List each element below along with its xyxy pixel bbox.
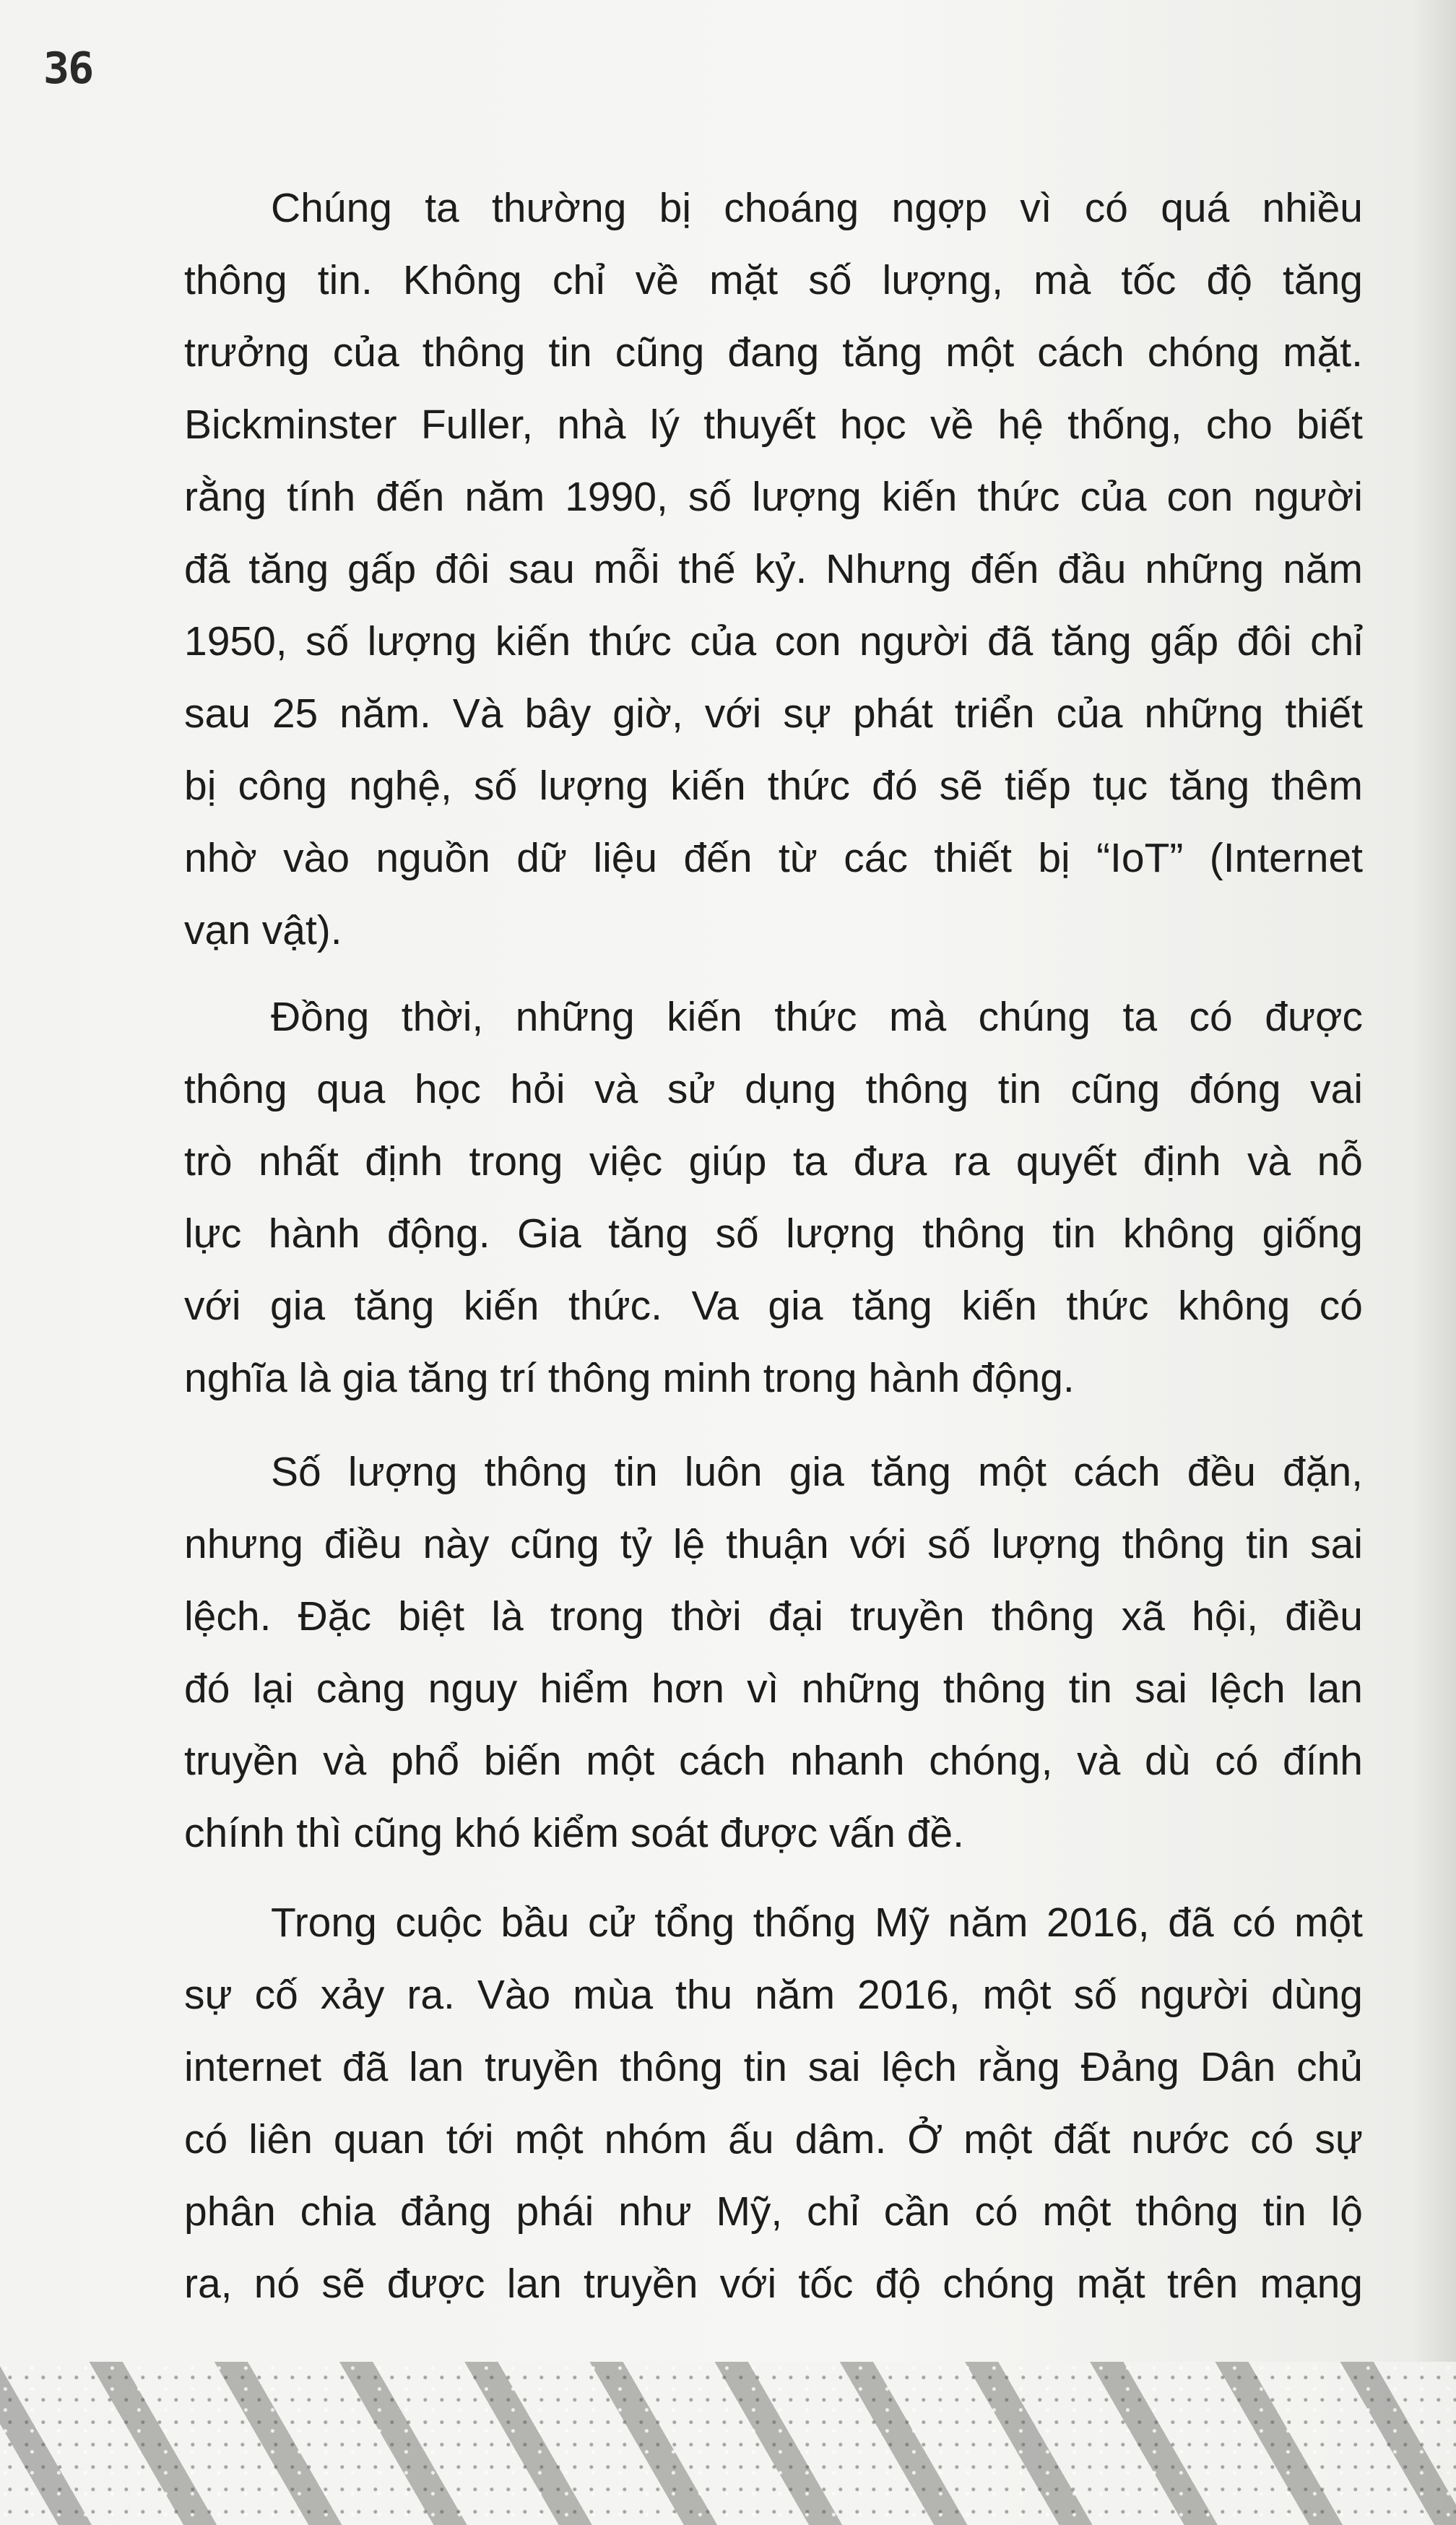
text-line: có liên quan tới một nhóm ấu dâm. Ở một đất nước có sự (184, 2116, 1363, 2162)
text-line: nhờ vào nguồn dữ liệu đến từ các thiết bị “IoT” (Internet (184, 835, 1363, 881)
text-line: 1950, số lượng kiến thức của con người đã tăng gấp đôi chỉ (184, 618, 1363, 664)
paragraph-1 (184, 172, 1363, 966)
decorative-footer-pattern (0, 2362, 1456, 2525)
text-line: trưởng của thông tin cũng đang tăng một cách chóng mặt. (184, 329, 1363, 376)
text-line: nghĩa là gia tăng trí thông minh trong hành động. (184, 1355, 1075, 1401)
text-line: rằng tính đến năm 1990, số lượng kiến thức của con người (184, 474, 1363, 520)
text-line: phân chia đảng phái như Mỹ, chỉ cần có một thông tin lộ (184, 2188, 1363, 2235)
paragraph-4 (184, 1887, 1363, 2320)
text-line: lực hành động. Gia tăng số lượng thông tin không giống (184, 1210, 1363, 1257)
text-line: đó lại càng nguy hiểm hơn vì những thông tin sai lệch lan (184, 1666, 1363, 1712)
text-line: nhưng điều này cũng tỷ lệ thuận với số lượng thông tin sai (184, 1521, 1363, 1567)
text-line: lệch. Đặc biệt là trong thời đại truyền thông xã hội, điều (184, 1593, 1363, 1640)
text-line: với gia tăng kiến thức. Va gia tăng kiến thức không có (184, 1283, 1363, 1329)
text-line: đã tăng gấp đôi sau mỗi thế kỷ. Nhưng đến đầu những năm (184, 546, 1363, 592)
text-line: bị công nghệ, số lượng kiến thức đó sẽ tiếp tục tăng thêm (184, 763, 1363, 809)
text-line: sự cố xảy ra. Vào mùa thu năm 2016, một số người dùng (184, 1972, 1363, 2018)
text-line: truyền và phổ biến một cách nhanh chóng, và dù có đính (184, 1738, 1363, 1784)
text-line: trò nhất định trong việc giúp ta đưa ra quyết định và nỗ (184, 1138, 1363, 1184)
text-line: chính thì cũng khó kiểm soát được vấn đề. (184, 1810, 964, 1856)
page-number: 36 (43, 43, 93, 94)
paragraph-3 (184, 1436, 1363, 1869)
paragraph-2 (184, 981, 1363, 1414)
text-line: ra, nó sẽ được lan truyền với tốc độ chóng mặt trên mạng (184, 2261, 1363, 2307)
text-line: thông qua học hỏi và sử dụng thông tin cũng đóng vai (184, 1066, 1363, 1112)
text-line: thông tin. Không chỉ về mặt số lượng, mà tốc độ tăng (184, 257, 1363, 303)
text-line: internet đã lan truyền thông tin sai lệch rằng Đảng Dân chủ (184, 2044, 1363, 2090)
text-line: vạn vật). (184, 907, 342, 953)
text-line: Đồng thời, những kiến thức mà chúng ta có được (271, 994, 1363, 1040)
text-line: Bickminster Fuller, nhà lý thuyết học về hệ thống, cho biết (184, 402, 1363, 448)
text-line: Số lượng thông tin luôn gia tăng một cách đều đặn, (271, 1449, 1363, 1495)
text-line: Chúng ta thường bị choáng ngợp vì có quá nhiều (271, 185, 1363, 231)
text-line: Trong cuộc bầu cử tổng thống Mỹ năm 2016, đã có một (271, 1900, 1363, 1946)
text-line: sau 25 năm. Và bây giờ, với sự phát triển của những thiết (184, 690, 1363, 737)
